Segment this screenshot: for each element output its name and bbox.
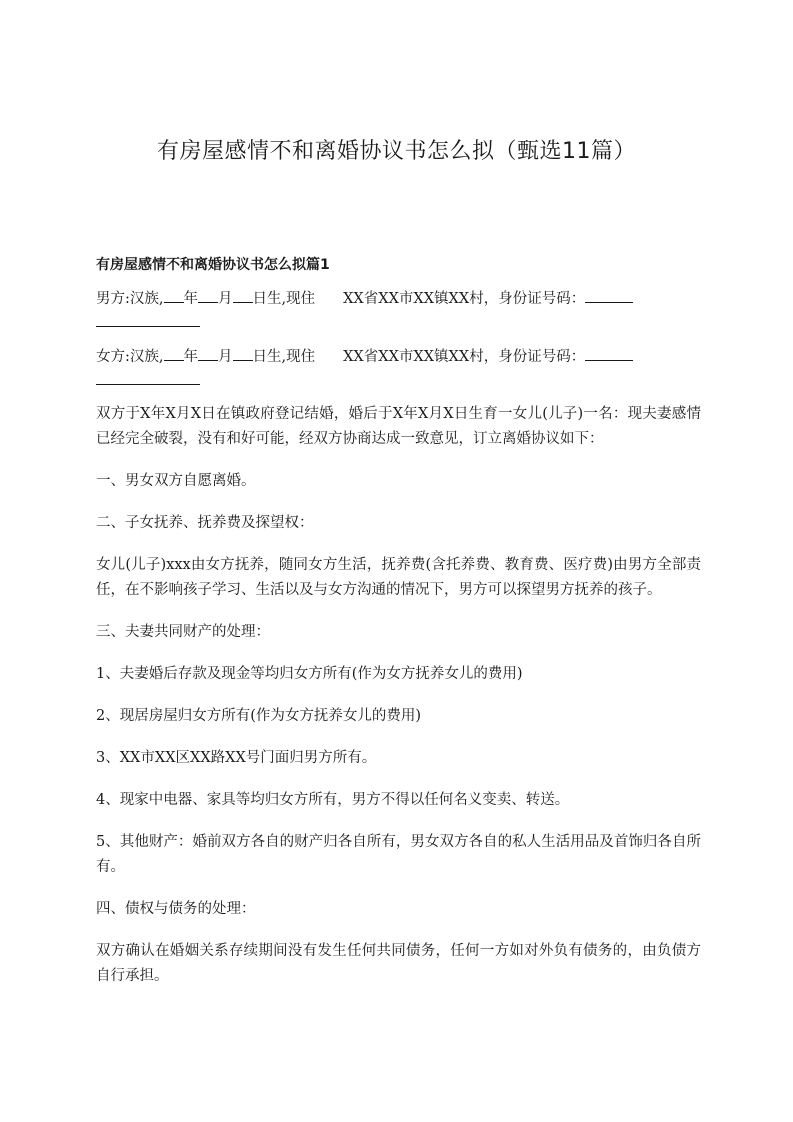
year-label: 年 xyxy=(183,349,198,365)
month-label: 月 xyxy=(218,291,233,307)
month-blank[interactable] xyxy=(198,286,218,303)
id-number-blank[interactable] xyxy=(585,286,633,303)
clause-3-heading: 三、夫妻共同财产的处理： xyxy=(96,624,270,640)
month-label: 月 xyxy=(218,349,233,365)
day-blank[interactable] xyxy=(233,286,253,303)
wife-info-line xyxy=(96,344,701,385)
section-heading: 有房屋感情不和离婚协议书怎么拟篇1 xyxy=(96,257,330,273)
clause-2-body: 女儿(儿子)xxx由女方抚养，随同女方生活，抚养费(含托养费、教育费、医疗费)由男方全部责任，在不影响孩子学习、生活以及与女方沟通的情况下，男方可以探望男方抚养的孩子。 xyxy=(96,557,701,598)
husband-info-line xyxy=(96,286,701,327)
clause-1: 一、男女双方自愿离婚。 xyxy=(96,473,256,489)
clause-3-item-5: 5、其他财产：婚前双方各自的财产归各自所有，男女双方各自的私人生活用品及首饰归各自所有。 xyxy=(96,834,701,875)
day-blank[interactable] xyxy=(233,344,253,361)
clause-4-heading: 四、债权与债务的处理： xyxy=(96,901,256,917)
id-number-blank[interactable] xyxy=(585,344,633,361)
clause-4-body: 双方确认在婚姻关系存续期间没有发生任何共同债务，任何一方如对外负有债务的，由负债方自行承担。 xyxy=(96,943,701,984)
year-label: 年 xyxy=(183,291,198,307)
clause-2-heading: 二、子女抚养、抚养费及探望权： xyxy=(96,515,314,531)
year-blank[interactable] xyxy=(164,344,184,361)
clause-3-item-2: 2、现居房屋归女方所有(作为女方抚养女儿的费用) xyxy=(96,708,422,724)
day-suffix: 日生,现住 xyxy=(252,291,316,307)
year-blank[interactable] xyxy=(164,286,184,303)
document-body xyxy=(96,253,701,1006)
husband-address: XX省XX市XX镇XX村，身份证号码： xyxy=(343,291,586,307)
wife-address: XX省XX市XX镇XX村，身份证号码： xyxy=(343,349,586,365)
document-title: 有房屋感情不和离婚协议书怎么拟（甄选11篇） xyxy=(157,139,636,164)
intro-paragraph: 双方于X年X月X日在镇政府登记结婚，婚后于X年X月X日生育一女儿(儿子)一名：现夫妻感情已经完全破裂，没有和好可能，经双方协商达成一致意见，订立离婚协议如下： xyxy=(96,406,701,447)
clause-3-item-4: 4、现家中电器、家具等均归女方所有，男方不得以任何名义变卖、转送。 xyxy=(96,792,570,808)
id-number-blank-continued[interactable] xyxy=(96,318,200,327)
clause-3-item-1: 1、夫妻婚后存款及现金等均归女方所有(作为女方抚养女儿的费用) xyxy=(96,666,523,682)
day-suffix: 日生,现住 xyxy=(252,349,316,365)
wife-prefix: 女方:汉族, xyxy=(96,349,164,365)
clause-3-item-3: 3、XX市XX区XX路XX号门面归男方所有。 xyxy=(96,750,377,766)
husband-prefix: 男方:汉族, xyxy=(96,291,164,307)
id-number-blank-continued[interactable] xyxy=(96,376,200,385)
month-blank[interactable] xyxy=(198,344,218,361)
